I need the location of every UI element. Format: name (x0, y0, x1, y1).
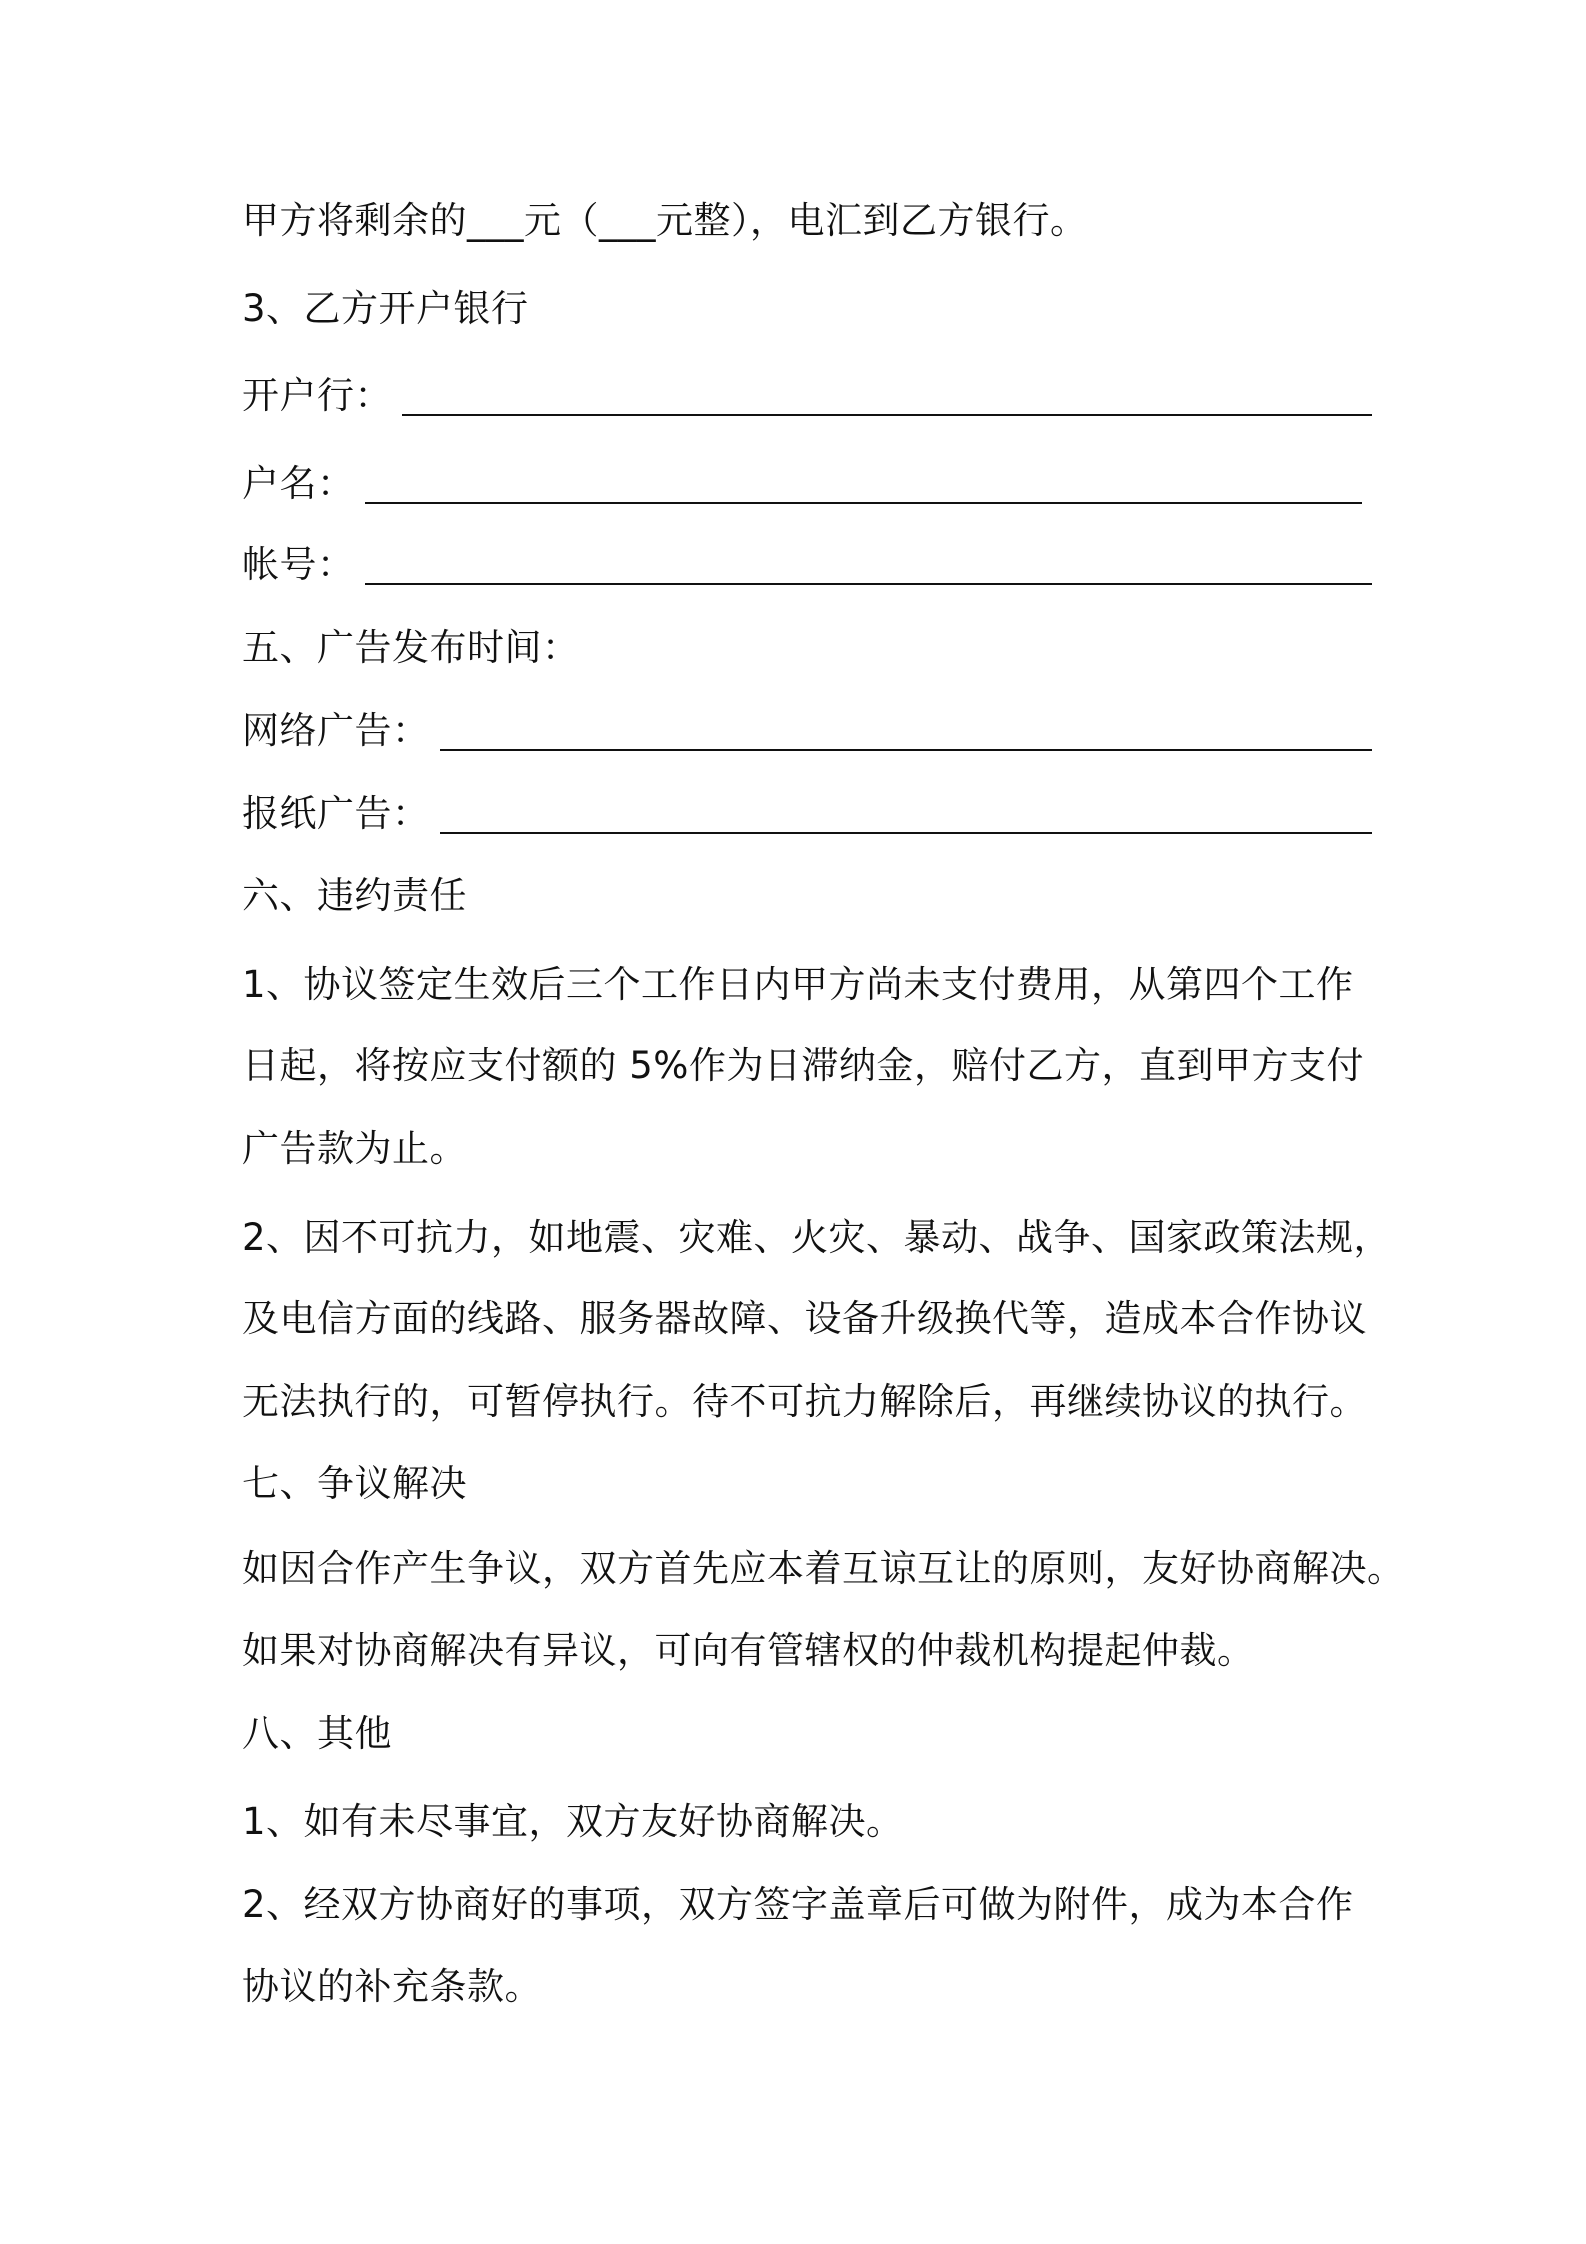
online-ad-label: 网络广告： (242, 709, 430, 752)
newspaper-ad-blank (440, 832, 1373, 834)
account-number-field (242, 543, 1372, 587)
clause-6-1-line-2: 日起，将按应支付额的 5%作为日滞纳金，赔付乙方，直到甲方支付 (242, 1044, 1364, 1087)
account-name-label: 户名： (242, 462, 355, 505)
section-5-heading: 五、广告发布时间： (242, 626, 580, 669)
dispute-line-2: 如果对协商解决有异议，可向有管辖权的仲裁机构提起仲裁。 (242, 1629, 1255, 1672)
newspaper-ad-field (242, 792, 1372, 836)
bank-name-blank (402, 414, 1372, 416)
payment-transfer-line: 甲方将剩余的___元（___元整），电汇到乙方银行。 (242, 199, 1088, 242)
bank-heading: 3、乙方开户银行 (242, 287, 529, 330)
clause-8-1: 1、如有未尽事宜，双方友好协商解决。 (242, 1800, 904, 1843)
section-7-heading: 七、争议解决 (242, 1462, 467, 1505)
online-ad-field (242, 709, 1372, 753)
clause-8-2-line-1: 2、经双方协商好的事项，双方签字盖章后可做为附件，成为本合作 (242, 1883, 1354, 1926)
clause-8-2-line-2: 协议的补充条款。 (242, 1965, 542, 2008)
section-8-heading: 八、其他 (242, 1712, 392, 1755)
clause-6-1-line-1: 1、协议签定生效后三个工作日内甲方尚未支付费用，从第四个工作 (242, 963, 1354, 1006)
account-number-label: 帐号： (242, 543, 355, 586)
clause-6-2-line-2: 及电信方面的线路、服务器故障、设备升级换代等，造成本合作协议 (242, 1297, 1367, 1340)
bank-name-field (242, 374, 1372, 418)
online-ad-blank (440, 749, 1373, 751)
bank-name-label: 开户行： (242, 374, 392, 417)
newspaper-ad-label: 报纸广告： (242, 792, 430, 835)
account-name-blank (365, 502, 1363, 504)
clause-6-1-line-3: 广告款为止。 (242, 1127, 467, 1170)
section-6-heading: 六、违约责任 (242, 874, 467, 917)
clause-6-2-line-3: 无法执行的，可暂停执行。待不可抗力解除后，再继续协议的执行。 (242, 1380, 1367, 1423)
dispute-line-1: 如因合作产生争议，双方首先应本着互谅互让的原则，友好协商解决。 (242, 1547, 1405, 1590)
clause-6-2-line-1: 2、因不可抗力，如地震、灾难、火灾、暴动、战争、国家政策法规， (242, 1216, 1392, 1259)
account-name-field (242, 462, 1372, 506)
account-number-blank (365, 583, 1373, 585)
